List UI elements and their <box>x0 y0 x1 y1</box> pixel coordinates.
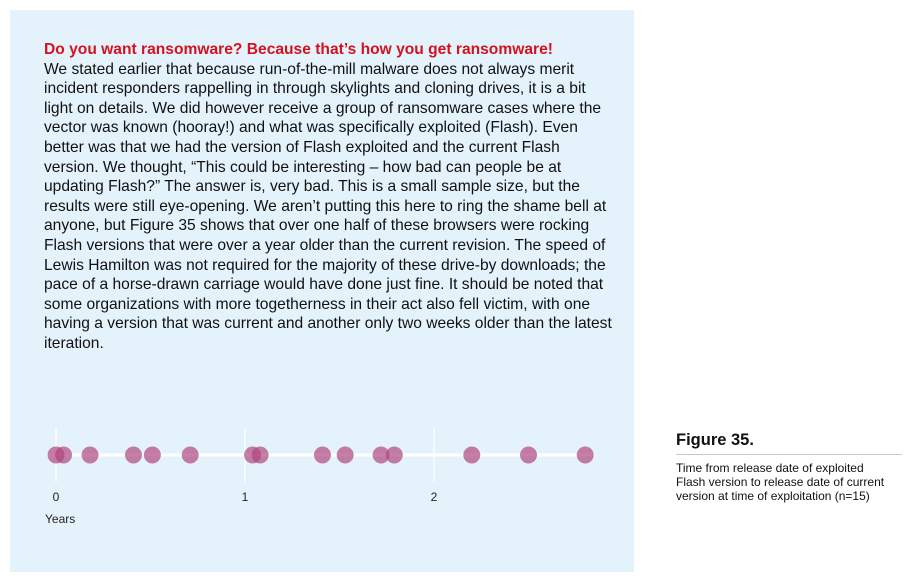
tick-label: 2 <box>430 490 438 504</box>
tick-labels <box>53 490 438 504</box>
data-point <box>463 447 480 464</box>
data-point <box>577 447 594 464</box>
data-point <box>182 447 199 464</box>
data-point <box>252 447 269 464</box>
tick-label: 0 <box>52 490 60 504</box>
x-axis-label: Years <box>45 512 76 526</box>
figure-caption: Time from release date of exploited Flash version to release date of current version at time of exploitation (n=15) <box>676 461 885 503</box>
data-point <box>144 447 161 464</box>
dot-plot-chart <box>10 420 634 540</box>
data-point <box>55 447 72 464</box>
article-heading: Do you want ransomware? Because that’s how you get ransomware! <box>44 41 553 58</box>
data-point <box>314 447 331 464</box>
data-point <box>125 447 142 464</box>
figure-divider <box>676 454 902 455</box>
data-point <box>82 447 99 464</box>
data-point <box>337 447 354 464</box>
article-text <box>44 40 614 354</box>
data-point <box>386 447 403 464</box>
figure-title: Figure 35. <box>676 431 754 449</box>
data-point <box>520 447 537 464</box>
article-body: We stated earlier that because run-of-the-mill malware does not always merit incident responders rappelling in through skylights and cloning drives, it is a bit light on details. We did however receive a group of ransomware cases where the vector was known (hooray!) and what was specifically exploited (Flash). Even better was that we had the version of Flash exploited and the current Flash version. We thought, “This could be interesting – how bad can people be at updating Flash?” The answer is, very bad. This is a small sample size, but the results were still eye-opening. We aren’t putting this here to ring the shame bell at anyone, but Figure 35 shows that over one half of these browsers were rocking Flash versions that were over a year older than the current revision. The speed of Lewis Hamilton was not required for the majority of these drive-by downloads; the pace of a horse-drawn carriage would have done just fine. It should be noted that some organizations with more togetherness in their act also fell victim, with one having a version that was current and another only two weeks older than the latest iteration. <box>44 60 612 352</box>
tick-label: 1 <box>241 490 249 504</box>
